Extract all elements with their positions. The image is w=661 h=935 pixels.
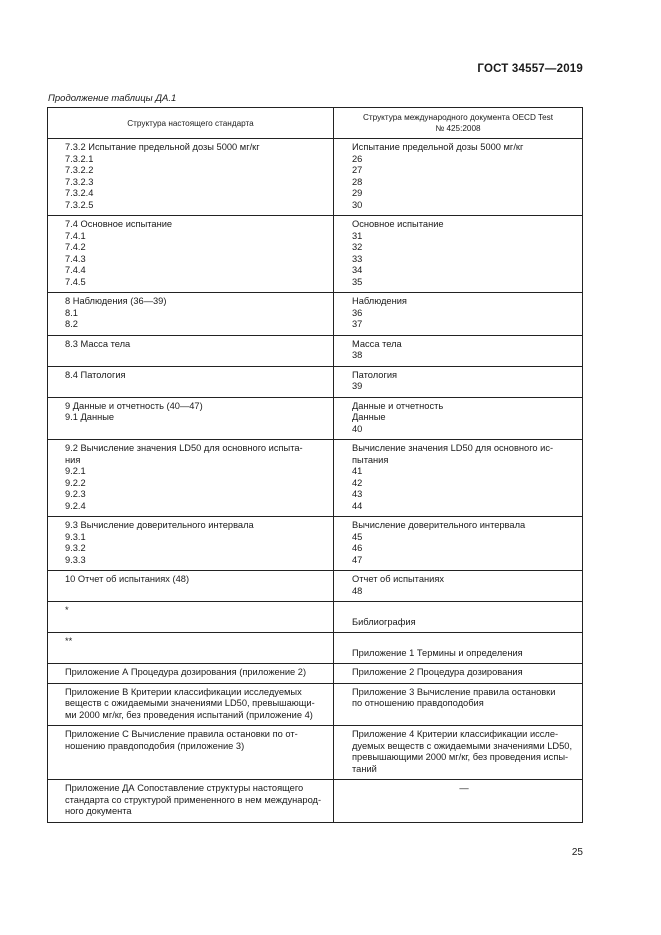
cell-line: Основное испытание [352,219,444,229]
table-cell-right [334,683,583,726]
cell-line: 9.3 Вычисление доверительного интервала [65,520,254,530]
cell-line: 27 [352,165,363,175]
cell-line: Приложение А Процедура дозирования (приложение 2) [65,667,307,677]
table-cell-right [334,780,583,823]
table-cell-left [48,780,334,823]
table-cell-right [334,440,583,517]
cell-line: 38 [352,350,363,360]
table-row [48,139,583,216]
cell-line: 48 [352,585,363,596]
cell-line: 45 [352,531,363,542]
cell-line: стандарта со структурой примененного в нем международ- [65,794,322,805]
table-row [48,335,583,366]
table-cell-left [48,664,334,684]
cell-line: 9.2 Вычисление значения LD50 для основного испыта- [65,443,303,453]
table-caption: Продолжение таблицы ДА.1 [48,93,177,104]
cell-line: 46 [352,543,363,553]
cell-line: 9.3.3 [65,554,86,565]
cell-line: 29 [352,188,363,198]
cell-line: — [459,783,469,793]
document-code: ГОСТ 34557—2019 [477,63,583,75]
table-cell-left [48,335,334,366]
cell-line: 7.3.2.5 [65,199,94,210]
cell-line: 9.3.1 [65,531,86,542]
cell-line: 40 [352,423,363,434]
cell-line: ного документа [65,806,132,816]
cell-line: дуемых веществ с ожидаемыми значениями LD50, [352,740,573,751]
table-cell-left [48,602,334,633]
table-cell-right [334,664,583,684]
cell-line: 39 [352,381,363,391]
table-cell-right [334,517,583,571]
column-header-right-line2: № 425:2008 [435,124,481,133]
table-cell-left [48,366,334,397]
table-row [48,683,583,726]
cell-line: 7.4.5 [65,276,86,287]
table-row [48,397,583,440]
table-cell-left [48,397,334,440]
cell-line: 7.3.2.1 [65,153,94,164]
table-cell-left [48,571,334,602]
cell-line: 8.3 Масса тела [65,338,131,349]
cell-line: превышающими 2000 мг/кг, без проведения испы- [352,752,569,762]
cell-line: Приложение 2 Процедура дозирования [352,667,523,677]
table-cell-right [334,216,583,293]
table-cell-right [334,633,583,664]
cell-line: Вычисление доверительного интервала [352,520,526,530]
correspondence-table [47,107,583,823]
cell-line: 9.2.1 [65,466,86,476]
cell-line: Масса тела [352,338,402,349]
cell-line: 30 [352,199,363,210]
cell-line: 44 [352,500,363,511]
table-row [48,517,583,571]
table-row [48,633,583,664]
cell-line: 9.1 Данные [65,412,115,422]
cell-line: ми 2000 мг/кг, без проведения испытаний (приложение 4) [65,709,313,720]
cell-line: * [65,605,69,615]
table-row [48,780,583,823]
table-row [48,216,583,293]
table-cell-right [334,335,583,366]
cell-line: 9 Данные и отчетность (40—47) [65,400,203,411]
table-body [48,139,583,823]
column-header-right-line1: Структура международного документа OECD Test [362,112,554,122]
cell-line: Приложение 3 Вычисление правила остановки [352,686,556,697]
cell-line: 32 [352,242,363,252]
cell-line: 7.4.4 [65,265,86,275]
table-cell-right [334,366,583,397]
cell-line: ношению правдоподобия (приложение 3) [65,740,245,751]
cell-line: 7.4 Основное испытание [65,219,173,229]
table-cell-left [48,293,334,336]
table-row [48,366,583,397]
cell-line: 35 [352,276,363,287]
cell-line: Приложение В Критерии классификации исследуемых [65,686,302,697]
cell-line: 33 [352,253,363,264]
cell-line: 8.2 [65,319,78,329]
cell-line: Приложение ДА Сопоставление структуры настоящего [65,783,304,793]
cell-line: 43 [352,489,363,499]
table-row [48,602,583,633]
cell-line: 7.4.1 [65,230,86,241]
table-cell-right [334,139,583,216]
table-row [48,571,583,602]
cell-line: 8 Наблюдения (36—39) [65,296,167,306]
table-row [48,440,583,517]
table-row [48,293,583,336]
cell-line: таний [352,763,377,774]
table-cell-left [48,633,334,664]
cell-line: 47 [352,554,363,565]
table-cell-right [334,571,583,602]
table-cell-left [48,726,334,780]
cell-line: Данные и отчетность [352,400,444,411]
cell-line: веществ с ожидаемыми значениями LD50, превышающи- [65,698,315,708]
cell-line: 31 [352,230,363,241]
cell-line: 37 [352,319,363,329]
cell-line: Данные [352,412,386,422]
cell-line: Приложение С Вычисление правила остановки по от- [65,729,298,739]
cell-line: 9.2.3 [65,489,86,499]
page-number: 25 [571,847,583,858]
cell-line: 36 [352,307,363,318]
cell-line [352,605,576,617]
table-cell-left [48,440,334,517]
cell-line: 34 [352,265,363,275]
cell-line: пытания [352,454,389,465]
cell-line: Библиография [352,616,416,627]
table-cell-right [334,726,583,780]
cell-line: 42 [352,477,363,488]
table-cell-left [48,139,334,216]
cell-line: 7.3.2 Испытание предельной дозы 5000 мг/кг [65,142,260,152]
cell-line: Приложение 1 Термины и определения [352,647,523,658]
cell-line: 9.2.2 [65,477,86,488]
cell-line: Приложение 4 Критерии классификации иссле- [352,729,559,739]
cell-line: 8.4 Патология [65,369,126,380]
table-cell-left [48,517,334,571]
cell-line: Отчет об испытаниях [352,574,445,584]
table-cell-left [48,216,334,293]
cell-line: 28 [352,176,363,187]
cell-line: Вычисление значения LD50 для основного ис- [352,443,554,453]
cell-line: по отношению правдоподобия [352,698,484,708]
cell-line: Наблюдения [352,296,407,306]
table-cell-right [334,293,583,336]
cell-line: 7.4.3 [65,253,86,264]
table-cell-right [334,602,583,633]
cell-line [352,636,576,648]
cell-line: 41 [352,466,363,476]
cell-line: 8.1 [65,307,78,318]
cell-line: 9.3.2 [65,543,86,553]
cell-line: 26 [352,153,363,164]
column-header-right [334,108,583,139]
cell-line: 7.3.2.4 [65,188,94,198]
column-header-left: Структура настоящего стандарта [48,108,334,139]
cell-line: ния [65,454,81,465]
cell-line: ** [65,636,73,646]
table-row [48,664,583,684]
cell-line: 7.3.2.3 [65,176,94,187]
table-header-row [48,108,583,139]
table-row [48,726,583,780]
cell-line: 7.3.2.2 [65,165,94,175]
table-cell-left [48,683,334,726]
cell-line: 9.2.4 [65,500,86,511]
cell-line: 10 Отчет об испытаниях (48) [65,574,190,584]
cell-line: 7.4.2 [65,242,86,252]
cell-line: Испытание предельной дозы 5000 мг/кг [352,142,524,152]
cell-line: Патология [352,369,398,380]
table-cell-right [334,397,583,440]
